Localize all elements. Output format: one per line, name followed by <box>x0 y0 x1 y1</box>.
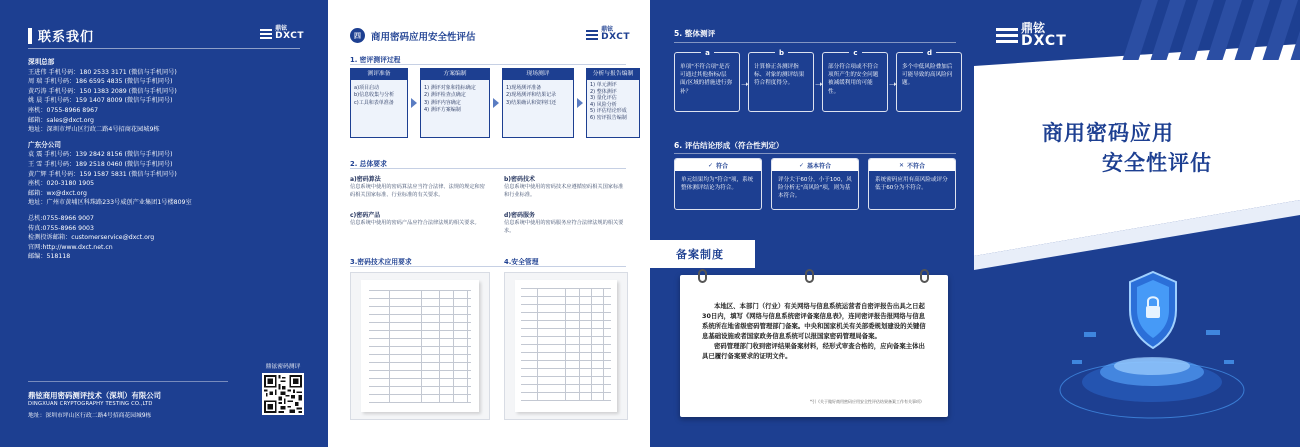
shenzhen-title: 深圳总部 <box>28 58 55 66</box>
divider <box>350 266 626 267</box>
cover-title-line2: 安全性评估 <box>1102 151 1212 175</box>
tech-table-image <box>350 272 490 420</box>
requirement-title: a)密码算法 <box>350 176 381 183</box>
result-title: 符合 <box>716 162 729 170</box>
brand-logo <box>996 22 1067 48</box>
filing-body <box>702 301 926 361</box>
cover-background <box>974 0 1300 447</box>
step-item: 6) 密评报告编制 <box>590 114 627 121</box>
step-title: 分析与报告编制 <box>587 69 639 80</box>
process-steps <box>350 68 640 138</box>
overall-card <box>674 49 740 112</box>
step-item: 1) 单元测评 <box>590 82 617 88</box>
contact-row: 王进伟 手机号码：180 2533 3171 (微信与手机同号) <box>28 68 177 76</box>
step-item: 2) 测评检查点确定 <box>424 92 466 99</box>
mgmt-table-image <box>504 272 628 420</box>
shield-icon <box>1126 270 1180 356</box>
guangdong-title: 广东分公司 <box>28 140 61 149</box>
step-title: 测评准备 <box>351 69 407 80</box>
step-item: c)工具和表单准备 <box>354 99 394 106</box>
contact-row: 官网:http://www.dxct.net.cn <box>28 243 113 251</box>
contact-row: 邮箱：wx@dxct.org <box>28 189 87 197</box>
contact-title: 联系我们 <box>38 30 95 45</box>
requirement-title: d)密码服务 <box>504 212 536 219</box>
arrow-right-icon <box>577 98 583 108</box>
step-item: 3) 测评内容确定 <box>424 99 461 106</box>
qr-label: 鼎铉密码测评 <box>265 364 301 370</box>
step-item: 1) 测评对象和指标确定 <box>424 85 476 91</box>
overall-card <box>822 49 888 112</box>
contact-row: 地址：广州市黄埔区科珠路233号威创产业集团1号楼809室 <box>28 199 192 207</box>
result-card <box>771 158 859 210</box>
logo-cn: 鼎铉 <box>601 26 614 33</box>
requirement-desc: 信息系统中使用的密码算法应当符合法律、法规的规定和密码相关国家标准、行业标准的有关要求。 <box>350 184 485 198</box>
card-letter: b <box>775 48 788 58</box>
qr-block <box>262 361 304 415</box>
card-letter: a <box>701 48 714 58</box>
result-text: 单元结果均为"符合"项，系统整体测评结论为符合。 <box>681 177 754 192</box>
requirement-item <box>504 210 628 235</box>
mgmt-title: 4.安全管理 <box>504 258 539 266</box>
logo-mark-icon <box>586 30 598 40</box>
requirement-item <box>504 174 628 199</box>
divider <box>28 48 300 49</box>
tech-title: 3.密码技术应用要求 <box>350 258 412 266</box>
requirement-desc: 信息系统中使用的密码产品应符合法律法规的相关要求。 <box>350 220 480 226</box>
general-section <box>28 214 308 262</box>
contact-row: 王 雪 手机号码：189 2518 0460 (微信与手机同号) <box>28 160 173 168</box>
logo-cn: 鼎铉 <box>275 25 288 32</box>
arrow-right-icon <box>411 98 417 108</box>
logo-en: DXCT <box>1021 33 1067 49</box>
contact-row: 周 瑞 手机号码：186 6595 4835 (微信与手机同号) <box>28 78 173 86</box>
contact-row: 传真:0755-8966 9003 <box>28 224 94 232</box>
step-item: b)信息收集与分析 <box>354 92 395 99</box>
logo-mark-icon <box>260 29 272 39</box>
company-address: 地址：深圳市坪山区行政二路4号招商花园城9栋 <box>28 413 152 419</box>
step-title: 现场测评 <box>503 69 573 80</box>
result-title: 不符合 <box>907 162 926 170</box>
result-card <box>674 158 762 210</box>
step-title: 方案编制 <box>421 69 489 80</box>
result-card <box>868 158 956 210</box>
qr-code-icon <box>262 373 304 415</box>
contact-row: 邮箱：sales@dxct.org <box>28 116 94 124</box>
step-item: 4) 风险分析 <box>590 101 617 108</box>
contact-panel <box>0 0 328 447</box>
overall-card <box>748 49 814 112</box>
result-text: 评分大于60分，小于100，风险分析无"高风险"项，则为基本符合。 <box>778 177 852 200</box>
assessment-panel <box>328 0 650 447</box>
overall-title: 5. 整体测评 <box>674 29 716 38</box>
card-letter: d <box>923 48 936 58</box>
arrow-right-icon: ➝ <box>889 80 897 90</box>
requirement-title: c)密码产品 <box>350 212 381 219</box>
footer-divider <box>28 381 228 382</box>
contact-row: 检测投诉邮箱：customerservice@dxct.org <box>28 234 155 242</box>
paper-clip-icon <box>805 269 814 283</box>
step-item: 3) 量化评估 <box>590 95 617 102</box>
arrow-right-icon <box>493 98 499 108</box>
assessment-header <box>350 28 476 43</box>
process-title: 1. 密评测评过程 <box>350 56 401 64</box>
filing-note: *引《关于做好商用密码应用安全性评估结果备案工作有关事项》 <box>810 399 924 404</box>
paper-clip-icon <box>920 269 929 283</box>
check-icon: ✓ <box>707 161 713 169</box>
contact-row: 姚 晨 手机号码：159 1407 8009 (微信与手机同号) <box>28 97 173 105</box>
cover-title-line1: 商用密码应用 <box>1042 121 1174 145</box>
divider <box>350 168 626 169</box>
step-card <box>502 68 574 138</box>
contact-row: 座机：0755-8966 8967 <box>28 106 99 114</box>
divider <box>674 42 956 43</box>
cover-panel <box>974 0 1300 447</box>
result-title: 基本符合 <box>807 162 832 170</box>
card-text: 多个中低风险叠加后可能导致的高风险问题。 <box>902 64 953 87</box>
contact-row: 黄巧涛 手机号码：150 1383 2089 (微信与手机同号) <box>28 87 177 95</box>
assessment-title: 商用密码应用安全性评估 <box>371 31 476 43</box>
filing-paper <box>680 275 948 417</box>
filing-paragraph: 本地区、本部门（行业）有关网络与信息系统运营者自密评报告出具之日起30日内，填写《网络与信息系统密评备案信息表》，连同密评报告报网络与信息系统所在地省级密码管理部门备案。中央和国家机关有关部委规划建设的关键信息基础设施或者国家政务信息系统可以报国家密码管理局备案。 <box>702 302 926 340</box>
card-text: 单项"不符合项"是否可通过其他指标/层面/区域的措施进行弥补？ <box>680 64 733 95</box>
step-card <box>586 68 640 138</box>
requirement-item <box>350 210 490 228</box>
logo-cn: 鼎铉 <box>1021 21 1046 35</box>
document-sheet <box>361 280 479 412</box>
overall-panel <box>650 0 974 447</box>
contact-row: 邮编：518118 <box>28 253 71 261</box>
contact-row: 袁 震 手机号码：139 2842 8156 (微信与手机同号) <box>28 151 173 159</box>
step-item: 2)现场测评和结果记录 <box>506 92 557 99</box>
divider <box>674 153 956 154</box>
arrow-right-icon: ➝ <box>815 80 823 90</box>
requirement-desc: 信息系统中使用的密码服务应符合法律法规的相关要求。 <box>504 220 624 234</box>
logo-mark-icon <box>996 28 1018 43</box>
divider <box>350 64 626 65</box>
brand-logo <box>260 26 304 41</box>
requirement-title: b)密码技术 <box>504 176 536 183</box>
contact-header <box>28 26 94 45</box>
contact-row: 总机:0755-8966 9007 <box>28 214 94 222</box>
contact-row: 黄广辉 手机号码：159 1587 5831 (微信与手机同号) <box>28 170 177 178</box>
filing-title: 备案制度 <box>650 240 755 268</box>
arrow-right-icon: ➝ <box>741 80 749 90</box>
section-badge: 四 <box>350 28 365 43</box>
step-card <box>350 68 408 138</box>
card-text: 部分符合项或不符合项所产生的安全问题被减缓利用的可能性。 <box>828 64 879 95</box>
check-icon: ✓ <box>798 161 804 169</box>
company-name: 鼎铉商用密码测评技术（深圳）有限公司 <box>28 391 162 400</box>
logo-en: DXCT <box>601 32 630 42</box>
step-item: a)项目启动 <box>354 85 380 91</box>
card-text: 计算修正各测评指标、对象的测评结果符合程度得分。 <box>754 64 805 87</box>
cross-icon: ✕ <box>898 161 904 169</box>
conclusion-title: 6. 评估结论形成（符合性判定） <box>674 141 784 150</box>
result-text: 系统密码应用有高风险或评分低于60分为不符合。 <box>875 177 948 192</box>
overall-card <box>896 49 962 112</box>
step-card <box>420 68 490 138</box>
brand-logo <box>586 27 630 42</box>
step-item: 1)现场测评准备 <box>506 85 542 91</box>
contact-list <box>28 58 308 268</box>
contact-row: 座机：020-3180 1905 <box>28 180 95 188</box>
filing-paragraph: 密码管理部门收到密评结果备案材料，经形式审查合格的，应向备案主体出具已履行备案要求的证明文件。 <box>702 342 925 360</box>
card-letter: c <box>849 48 862 58</box>
requirement-item <box>350 174 490 199</box>
contact-row: 地址：深圳市坪山区行政二路4号招商花园城9栋 <box>28 126 160 134</box>
guangdong-section <box>28 141 308 208</box>
step-item: 2) 整体测评 <box>590 88 617 95</box>
document-sheet <box>515 280 617 412</box>
step-item: 3)结果确认和资料归还 <box>506 99 557 106</box>
general-title: 2. 总体要求 <box>350 160 387 168</box>
shenzhen-section <box>28 58 308 135</box>
step-item: 5) 评估结论形成 <box>590 108 627 115</box>
step-item: 4) 测评方案编制 <box>424 107 461 114</box>
title-bar <box>28 28 32 44</box>
logo-en: DXCT <box>275 31 304 41</box>
paper-clip-icon <box>698 269 707 283</box>
requirement-desc: 信息系统中使用的密码技术应遵循密码相关国家标准和行业标准。 <box>504 184 624 198</box>
company-name-en: DINGXUAN CRYPTOGRAPHY TESTING CO.,LTD <box>28 401 153 407</box>
